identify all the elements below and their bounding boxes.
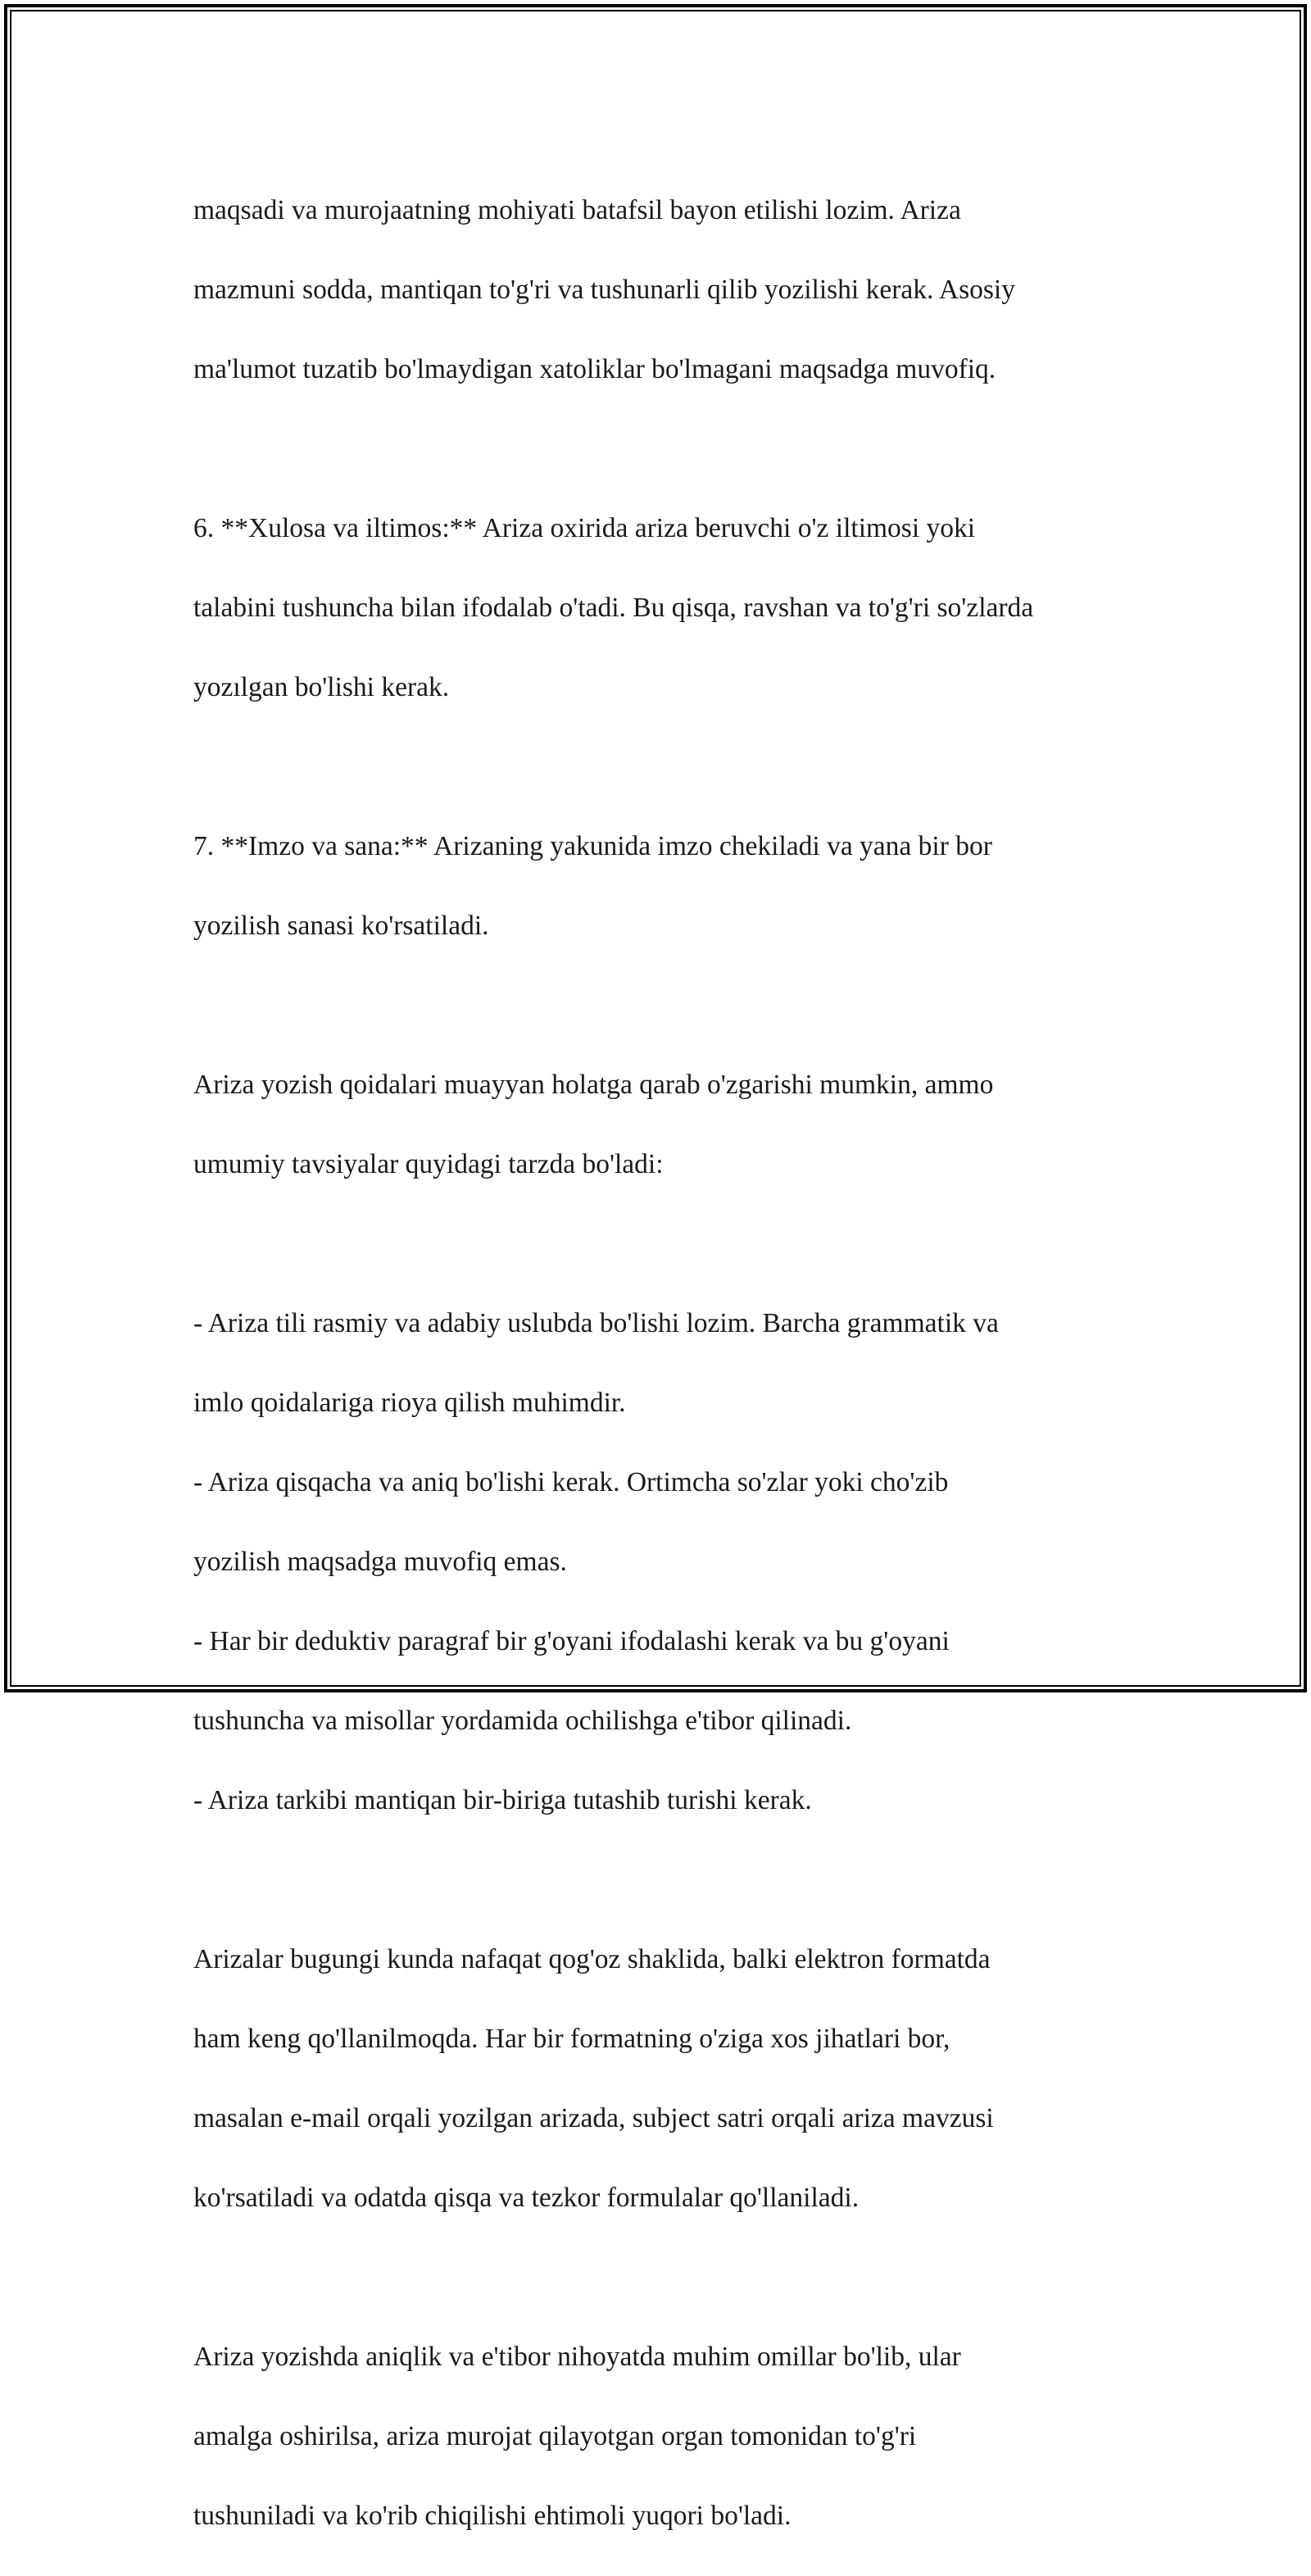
text-line: Ariza yozish qoidalari muayyan holatga qarab o'zgarishi mumkin, ammo bbox=[193, 1069, 994, 1100]
text-line: talabini tushuncha bilan ifodalab o'tadi. Bu qisqa, ravshan va to'g'ri so'zlarda bbox=[193, 592, 1034, 623]
paragraph-rules-intro bbox=[193, 1025, 1127, 1224]
list-item-line: - Har bir deduktiv paragraf bir g'oyani ifodalashi kerak va bu g'oyani bbox=[193, 1625, 950, 1656]
list-item-line: yozilish maqsadga muvofiq emas. bbox=[193, 1546, 567, 1577]
text-line: amalga oshirilsa, ariza murojat qilayotgan organ tomonidan to'g'ri bbox=[193, 2420, 917, 2451]
list-item-line: tushuncha va misollar yordamida ochilishga e'tibor qilinadi. bbox=[193, 1705, 852, 1736]
text-line: Ariza yozishda aniqlik va e'tibor nihoyatda muhim omillar bo'lib, ular bbox=[193, 2341, 961, 2372]
text-line: tushuniladi va ko'rib chiqilishi ehtimoli yuqori bo'ladi. bbox=[193, 2500, 792, 2531]
text-line: ko'rsatiladi va odatda qisqa va tezkor formulalar qo'llaniladi. bbox=[193, 2182, 860, 2213]
paragraph-conclusion-request bbox=[193, 469, 1127, 747]
paragraph-purpose-content bbox=[193, 151, 1127, 429]
paragraph-electronic-format bbox=[193, 1900, 1127, 2258]
text-line: maqsadi va murojaatning mohiyati batafsil bayon etilishi lozim. Ariza bbox=[193, 194, 961, 225]
text-line: 7. **Imzo va sana:** Arizaning yakunida imzo chekiladi va yana bir bor bbox=[193, 830, 992, 861]
text-line: mazmuni sodda, mantiqan to'g'ri va tushunarli qilib yozilishi kerak. Asosiy bbox=[193, 274, 1015, 305]
list-item-line: - Ariza qisqacha va aniq bo'lishi kerak. Ortimcha so'zlar yoki cho'zib bbox=[193, 1466, 949, 1497]
text-line: Arizalar bugungi kunda nafaqat qog'oz shaklida, balki elektron formatda bbox=[193, 1943, 991, 1974]
paragraph-signature-date bbox=[193, 787, 1127, 986]
text-line: yozilish sanasi ko'rsatiladi. bbox=[193, 910, 489, 941]
text-line: umumiy tavsiyalar quyidagi tarzda bo'ladi: bbox=[193, 1148, 664, 1179]
list-item-line: - Ariza tili rasmiy va adabiy uslubda bo'lishi lozim. Barcha grammatik va bbox=[193, 1307, 999, 1338]
text-line: ma'lumot tuzatib bo'lmaydigan xatoliklar bo'lmagani maqsadga muvofiq. bbox=[193, 353, 996, 384]
document-body bbox=[193, 151, 1127, 2576]
text-line: 6. **Xulosa va iltimos:** Ariza oxirida ariza beruvchi o'z iltimosi yoki bbox=[193, 512, 976, 543]
text-line: ham keng qo'llanilmoqda. Har bir formatning o'ziga xos jihatlari bor, bbox=[193, 2023, 950, 2054]
paragraph-rules-list bbox=[193, 1264, 1127, 1860]
list-item-line: imlo qoidalariga rioya qilish muhimdir. bbox=[193, 1387, 626, 1418]
paragraph-closing bbox=[193, 2297, 1127, 2576]
text-line: masalan e-mail orqali yozilgan arizada, subject satri orqali ariza mavzusi bbox=[193, 2102, 994, 2133]
list-item-line: - Ariza tarkibi mantiqan bir-biriga tutashib turishi kerak. bbox=[193, 1784, 812, 1815]
text-line: yozılgan bo'lishi kerak. bbox=[193, 671, 450, 702]
